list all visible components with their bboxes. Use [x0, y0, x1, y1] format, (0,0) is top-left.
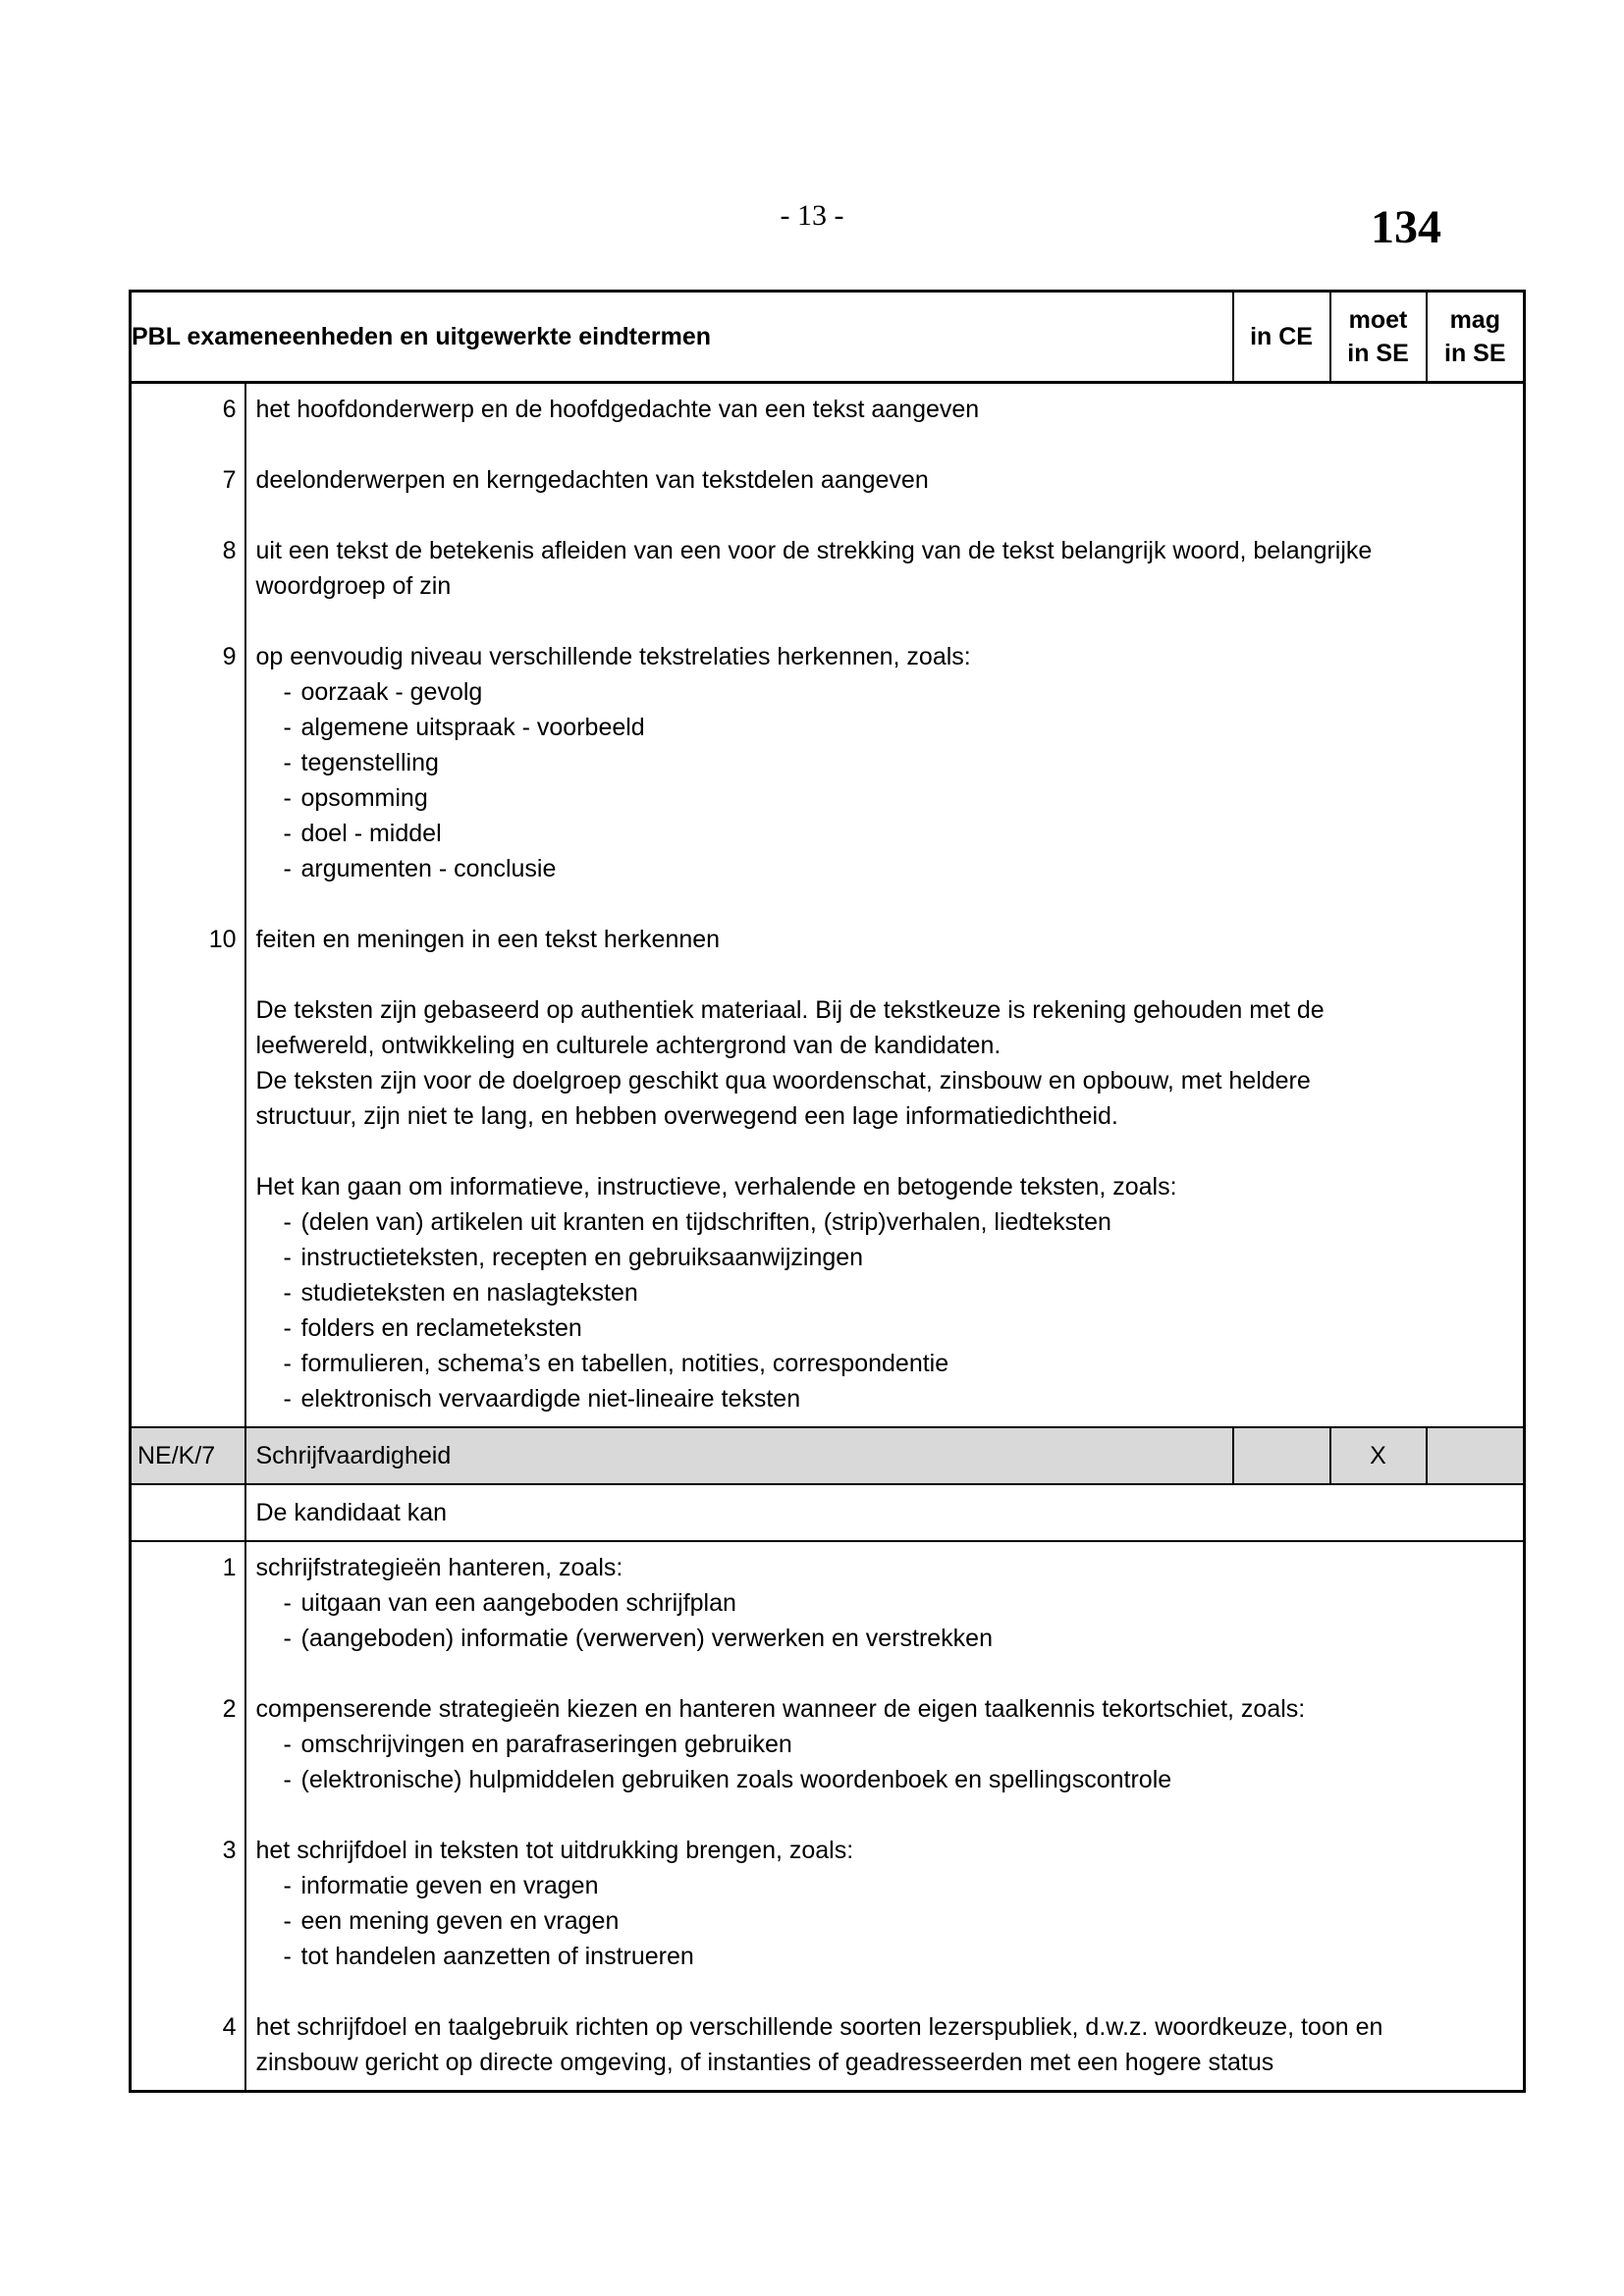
spacer — [132, 816, 237, 851]
bullet-text: (aangeboden) informatie (verwerven) verwerken en verstrekken — [300, 1625, 993, 1652]
bullet-dash-icon: - — [283, 1625, 292, 1652]
bullet-dash-icon: - — [283, 1385, 292, 1413]
spacer — [132, 745, 237, 780]
bullet-text: uitgaan van een aangeboden schrijfplan — [300, 1589, 736, 1617]
bullet-dash-icon: - — [283, 1350, 292, 1377]
bullet-item — [256, 710, 1516, 745]
unit-intro-row — [131, 1484, 1525, 1541]
bullet-dash-icon: - — [283, 1589, 292, 1617]
bullet-dash-icon: - — [283, 714, 292, 741]
spacer — [132, 1903, 237, 1939]
item-text: uit een tekst de betekenis afleiden van een voor de strekking van de tekst belangrijk woord, belangrijke — [255, 537, 1373, 564]
bullet-dash-icon: - — [283, 1872, 292, 1899]
item-text: compenserende strategieën kiezen en hanteren wanneer de eigen taalkennis tekortschiet, zoals: — [255, 1695, 1306, 1723]
spacer — [256, 427, 1516, 462]
bullet-item — [256, 1381, 1516, 1416]
spacer — [132, 1762, 237, 1797]
bullet-item — [256, 1204, 1516, 1240]
bullet-dash-icon: - — [283, 749, 292, 776]
eindtermen-table — [129, 290, 1526, 2093]
document-number: 134 — [1371, 201, 1441, 253]
item-number: 7 — [222, 466, 237, 494]
item-text: deelonderwerpen en kerngedachten van tekstdelen aangeven — [255, 466, 929, 494]
bullet-text: omschrijvingen en parafraseringen gebruiken — [300, 1731, 792, 1758]
item-text: op eenvoudig niveau verschillende tekstrelaties herkennen, zoals: — [255, 643, 971, 670]
spacer — [132, 2045, 237, 2080]
spacer — [256, 1134, 1516, 1169]
spacer — [132, 674, 237, 710]
item-number: 8 — [222, 537, 237, 564]
spacer — [132, 1797, 237, 1833]
spacer — [256, 498, 1516, 533]
item-number: 4 — [222, 2013, 237, 2041]
bullet-item — [256, 1310, 1516, 1346]
bullet-dash-icon: - — [283, 1731, 292, 1758]
bullet-text: informatie geven en vragen — [300, 1872, 599, 1899]
spacer — [132, 427, 237, 462]
spacer — [132, 1974, 237, 2009]
bullet-item — [256, 1727, 1516, 1762]
spacer — [132, 498, 237, 533]
bullet-text: (elektronische) hulpmiddelen gebruiken zoals woordenboek en spellingscontrole — [300, 1766, 1172, 1793]
spacer — [256, 957, 1516, 992]
bullet-item — [256, 1621, 1516, 1656]
bullet-text: algemene uitspraak - voorbeeld — [300, 714, 645, 741]
paragraph-intro: Het kan gaan om informatieve, instructieve, verhalende en betogende teksten, zoals: — [255, 1173, 1177, 1201]
spacer — [132, 1727, 237, 1762]
bullet-dash-icon: - — [283, 1766, 292, 1793]
item-text: schrijfstrategieën hanteren, zoals: — [255, 1554, 623, 1581]
bullet-item — [256, 1585, 1516, 1621]
header-moet-line2: in SE — [1347, 340, 1409, 367]
bullet-dash-icon: - — [283, 1279, 292, 1307]
header-moet-in-se — [1330, 292, 1427, 383]
spacer — [132, 1621, 237, 1656]
bullet-item — [256, 1762, 1516, 1797]
section1-num-col — [131, 383, 245, 1428]
unit-code: NE/K/7 — [131, 1427, 245, 1484]
bullet-dash-icon: - — [283, 820, 292, 847]
paragraph-line: structuur, zijn niet te lang, en hebben overwegend een lage informatiedichtheid. — [255, 1102, 1118, 1130]
bullet-item — [256, 851, 1516, 886]
item-text: het schrijfdoel in teksten tot uitdrukking brengen, zoals: — [255, 1837, 854, 1864]
bullet-item — [256, 1240, 1516, 1275]
section2-num-col — [131, 1541, 245, 2092]
spacer — [132, 886, 237, 922]
section2-row — [131, 1541, 1525, 2092]
bullet-text: oorzaak - gevolg — [300, 678, 483, 706]
bullet-text: tot handelen aanzetten of instrueren — [300, 1943, 694, 1970]
header-title: PBL exameneenheden en uitgewerkte eindtermen — [131, 292, 1233, 383]
item-number: 3 — [222, 1837, 237, 1864]
header-mag-line1: mag — [1449, 306, 1500, 334]
bullet-dash-icon: - — [283, 1314, 292, 1342]
unit-title: Schrijfvaardigheid — [245, 1427, 1233, 1484]
spacer — [256, 886, 1516, 922]
spacer — [256, 604, 1516, 639]
bullet-text: elektronisch vervaardigde niet-lineaire teksten — [300, 1385, 801, 1413]
item-text: woordgroep of zin — [255, 572, 452, 600]
bullet-text: instructieteksten, recepten en gebruiksaanwijzingen — [300, 1244, 864, 1271]
item-text: feiten en meningen in een tekst herkennen — [255, 926, 721, 953]
item-text: het hoofdonderwerp en de hoofdgedachte van een tekst aangeven — [255, 396, 980, 423]
header-in-ce: in CE — [1233, 292, 1330, 383]
spacer — [132, 710, 237, 745]
bullet-item — [256, 780, 1516, 816]
page-number: - 13 - — [780, 199, 844, 232]
spacer — [256, 1974, 1516, 2009]
paragraph-line: leefwereld, ontwikkeling en culturele achtergrond van de kandidaten. — [255, 1032, 1001, 1059]
section2-text-col — [245, 1541, 1525, 2092]
bullet-dash-icon: - — [283, 855, 292, 882]
item-number: 1 — [222, 1554, 237, 1581]
spacer — [132, 568, 237, 604]
unit-in-ce — [1233, 1427, 1330, 1484]
spacer — [132, 1939, 237, 1974]
section1-row — [131, 383, 1525, 1428]
bullet-text: folders en reclameteksten — [300, 1314, 582, 1342]
item-text: zinsbouw gericht op directe omgeving, of instanties of geadresseerden met een hogere status — [255, 2049, 1274, 2076]
unit-intro-text: De kandidaat kan — [245, 1484, 1525, 1541]
item-number: 6 — [222, 396, 237, 423]
bullet-item — [256, 1939, 1516, 1974]
unit-moet-in-se: X — [1330, 1427, 1427, 1484]
spacer — [132, 851, 237, 886]
bullet-text: doel - middel — [300, 820, 442, 847]
paragraph-line: De teksten zijn gebaseerd op authentiek materiaal. Bij de tekstkeuze is rekening gehouden met de — [255, 996, 1325, 1024]
bullet-dash-icon: - — [283, 678, 292, 706]
section1-text-col — [245, 383, 1525, 1428]
spacer — [132, 1868, 237, 1903]
table-header-row — [131, 292, 1525, 383]
item-number: 2 — [222, 1695, 237, 1723]
spacer — [132, 604, 237, 639]
bullet-item — [256, 816, 1516, 851]
bullet-text: formulieren, schema’s en tabellen, notities, correspondentie — [300, 1350, 949, 1377]
spacer — [132, 1585, 237, 1621]
bullet-item — [256, 1275, 1516, 1310]
bullet-dash-icon: - — [283, 1943, 292, 1970]
bullet-text: studieteksten en naslagteksten — [300, 1279, 638, 1307]
bullet-text: (delen van) artikelen uit kranten en tijdschriften, (strip)verhalen, liedteksten — [300, 1208, 1111, 1236]
item-number: 10 — [208, 926, 237, 953]
bullet-dash-icon: - — [283, 1208, 292, 1236]
spacer — [256, 1797, 1516, 1833]
header-mag-in-se — [1427, 292, 1525, 383]
spacer — [256, 1656, 1516, 1691]
paragraph-line: De teksten zijn voor de doelgroep geschikt qua woordenschat, zinsbouw en opbouw, met heldere — [255, 1067, 1311, 1095]
item-number: 9 — [222, 643, 237, 670]
item-text: het schrijfdoel en taalgebruik richten op verschillende soorten lezerspubliek, d.w.z. woordkeuze, toon en — [255, 2013, 1383, 2041]
bullet-item — [256, 1346, 1516, 1381]
spacer — [132, 1656, 237, 1691]
bullet-dash-icon: - — [283, 1907, 292, 1935]
bullet-text: opsomming — [300, 784, 428, 812]
bullet-item — [256, 745, 1516, 780]
bullet-item — [256, 1903, 1516, 1939]
bullet-text: argumenten - conclusie — [300, 855, 557, 882]
bullet-text: een mening geven en vragen — [300, 1907, 620, 1935]
header-mag-line2: in SE — [1444, 340, 1506, 367]
unit-row — [131, 1427, 1525, 1484]
bullet-item — [256, 674, 1516, 710]
header-moet-line1: moet — [1348, 306, 1408, 334]
spacer — [132, 780, 237, 816]
unit-intro-empty — [131, 1484, 245, 1541]
bullet-item — [256, 1868, 1516, 1903]
bullet-dash-icon: - — [283, 1244, 292, 1271]
unit-mag-in-se — [1427, 1427, 1525, 1484]
bullet-dash-icon: - — [283, 784, 292, 812]
bullet-text: tegenstelling — [300, 749, 439, 776]
